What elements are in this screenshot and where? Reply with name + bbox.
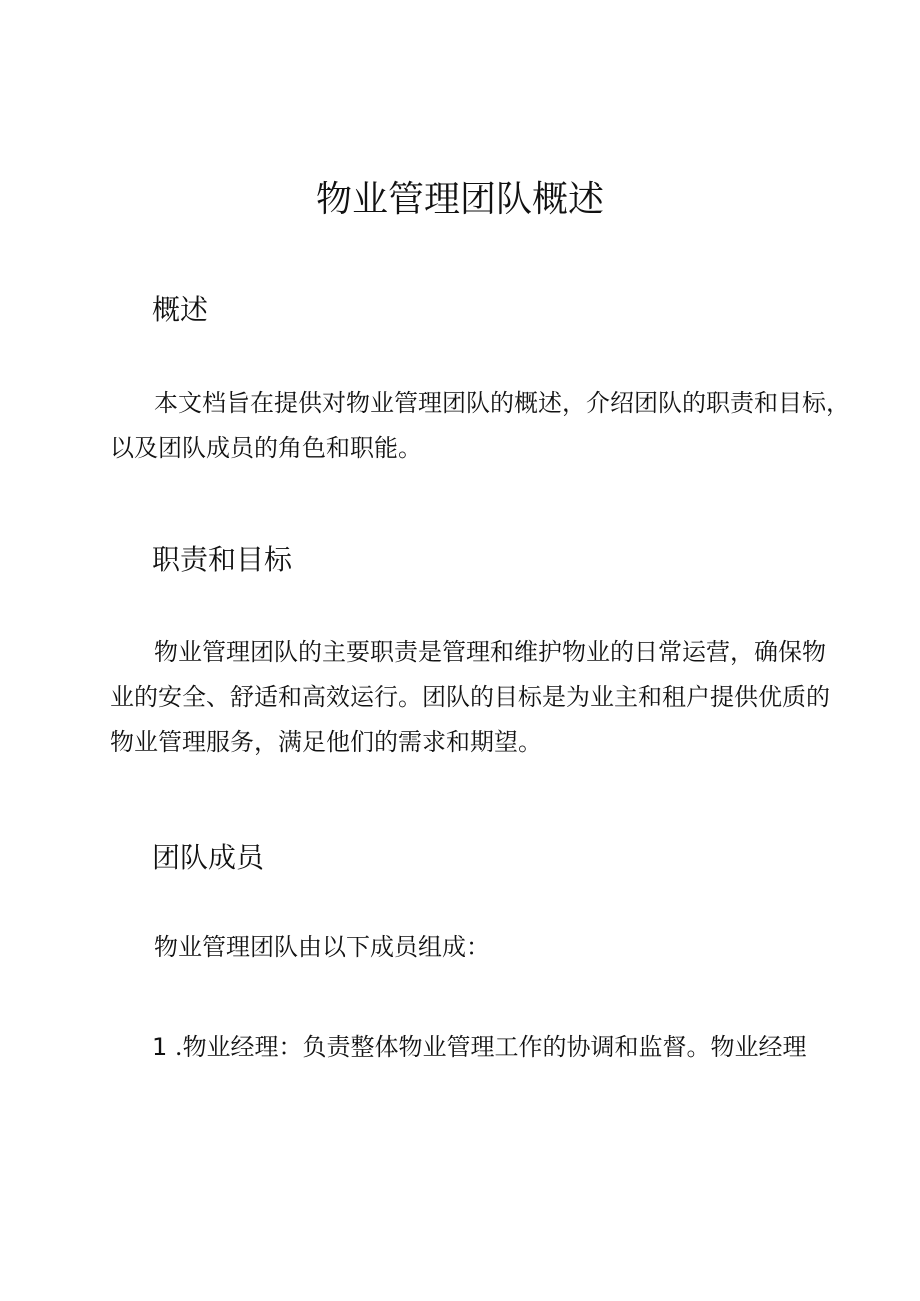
list-item [152, 1025, 832, 1070]
section-heading-duties-goals: 职责和目标 [152, 543, 293, 576]
duties-paragraph [110, 630, 830, 765]
section-heading-team-members: 团队成员 [152, 841, 265, 874]
document-title: 物业管理团队概述 [315, 179, 604, 220]
section-heading-overview: 概述 [152, 293, 209, 326]
overview-paragraph [110, 381, 850, 471]
paragraph-line: 物业管理团队由以下成员组成： [154, 933, 490, 961]
paragraph-line: 物业管理团队的主要职责是管理和维护物业的日常运营，确保物 [154, 638, 826, 666]
team-intro-paragraph [110, 925, 830, 970]
list-item-separator: . [174, 1033, 183, 1061]
paragraph-line: 物业管理服务，满足他们的需求和期望。 [110, 728, 542, 756]
paragraph-line: 以及团队成员的角色和职能。 [110, 434, 422, 462]
list-item-number: 1 [152, 1033, 168, 1061]
paragraph-line: 业的安全、舒适和高效运行。团队的目标是为业主和租户提供优质的 [110, 683, 830, 711]
paragraph-line: 本文档旨在提供对物业管理团队的概述，介绍团队的职责和目标， [154, 389, 850, 417]
list-item-text: 物业经理：负责整体物业管理工作的协调和监督。物业经理 [182, 1033, 807, 1061]
